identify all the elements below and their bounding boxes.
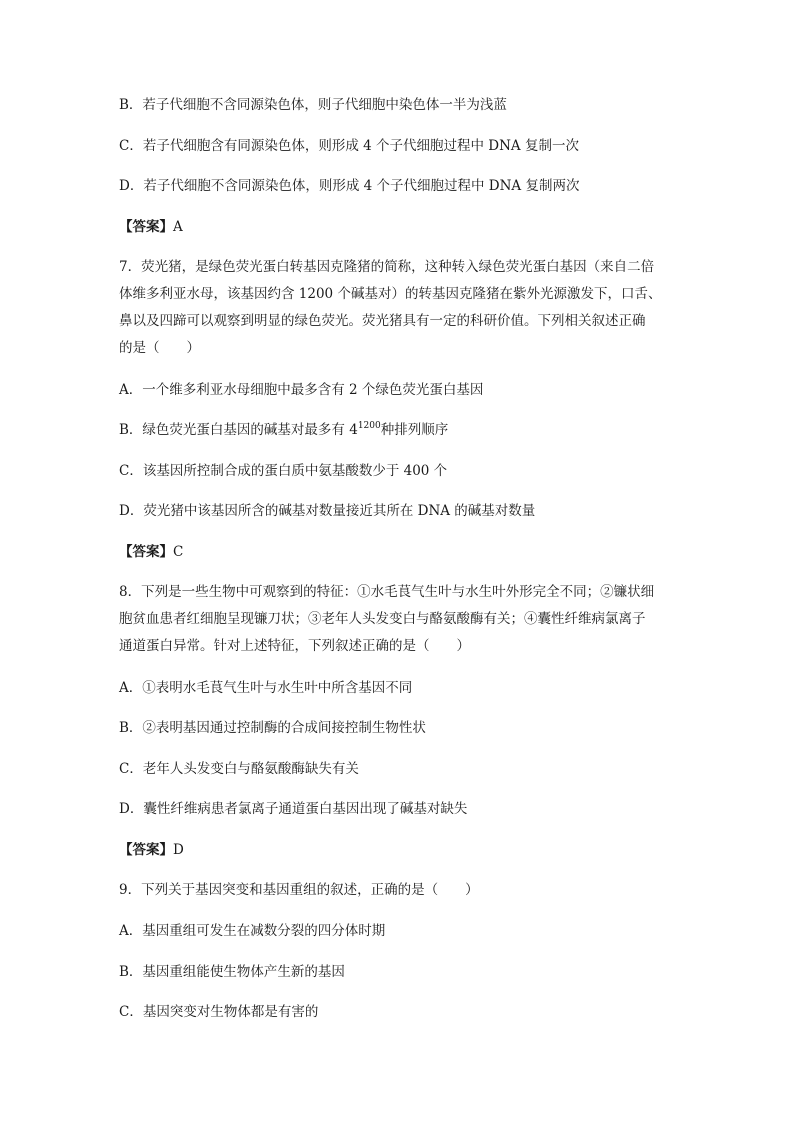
q7-option-a: A．一个维多利亚水母细胞中最多含有 2 个绿色荧光蛋白基因 <box>119 382 484 398</box>
answer-value: C <box>173 544 184 560</box>
q8-stem-line-1: 8．下列是一些生物中可观察到的特征：①水毛茛气生叶与水生叶外形完全不同；②镰状细 <box>119 584 655 600</box>
q8-option-b: B．②表明基因通过控制酶的合成间接控制生物性状 <box>119 720 426 736</box>
q7-option-b <box>119 420 679 440</box>
q8-stem-line-2: 胞贫血患者红细胞呈现镰刀状；③老年人头发变白与酪氨酸酶有关；④囊性纤维病氯离子 <box>119 611 646 627</box>
answer-label: 【答案】 <box>119 219 173 235</box>
q7-stem-line-2: 体维多利亚水母，该基因约含 1200 个碱基对）的转基因克隆猪在紫外光源激发下，口舌、 <box>119 286 662 302</box>
answer-value: D <box>173 842 184 858</box>
q7-option-d: D．荧光猪中该基因所含的碱基对数量接近其所在 DNA 的碱基对数量 <box>119 503 536 519</box>
q7-option-b-tail: 种排列顺序 <box>380 422 449 438</box>
answer-value: A <box>173 219 183 235</box>
q7-option-b-exponent: 1200 <box>357 421 381 431</box>
q6-option-c: C．若子代细胞含有同源染色体，则形成 4 个子代细胞过程中 DNA 复制一次 <box>119 138 579 154</box>
q9-option-b: B．基因重组能使生物体产生新的基因 <box>119 964 345 980</box>
q9-option-a: A．基因重组可发生在减数分裂的四分体时期 <box>119 923 386 939</box>
q7-stem-line-1: 7．荧光猪，是绿色荧光蛋白转基因克隆猪的简称，这种转入绿色荧光蛋白基因（来自二倍 <box>119 259 655 275</box>
q6-option-b: B．若子代细胞不含同源染色体，则子代细胞中染色体一半为浅蓝 <box>119 97 507 113</box>
q7-stem-line-4: 的是（ ） <box>119 340 200 356</box>
q8-stem-line-3: 通道蛋白异常。针对上述特征，下列叙述正确的是（ ） <box>119 638 470 654</box>
answer-label: 【答案】 <box>119 544 173 560</box>
q9-stem-line-1: 9．下列关于基因突变和基因重组的叙述，正确的是（ ） <box>119 882 479 898</box>
q7-option-c: C．该基因所控制合成的蛋白质中氨基酸数少于 400 个 <box>119 463 448 479</box>
q7-option-b-text: B．绿色荧光蛋白基因的碱基对最多有 4 <box>119 422 358 438</box>
q8-option-d: D．囊性纤维病患者氯离子通道蛋白基因出现了碱基对缺失 <box>119 801 468 817</box>
q6-answer <box>119 217 679 237</box>
q8-answer <box>119 840 679 860</box>
q7-stem-line-3: 鼻以及四蹄可以观察到明显的绿色荧光。荧光猪具有一定的科研价值。下列相关叙述正确 <box>119 313 646 329</box>
q8-option-a: A．①表明水毛茛气生叶与水生叶中所含基因不同 <box>119 680 413 696</box>
q9-option-c: C．基因突变对生物体都是有害的 <box>119 1004 319 1020</box>
q8-option-c: C．老年人头发变白与酪氨酸酶缺失有关 <box>119 761 359 777</box>
q6-option-d: D．若子代细胞不含同源染色体，则形成 4 个子代细胞过程中 DNA 复制两次 <box>119 178 580 194</box>
answer-label: 【答案】 <box>119 842 173 858</box>
q7-answer <box>119 542 679 562</box>
